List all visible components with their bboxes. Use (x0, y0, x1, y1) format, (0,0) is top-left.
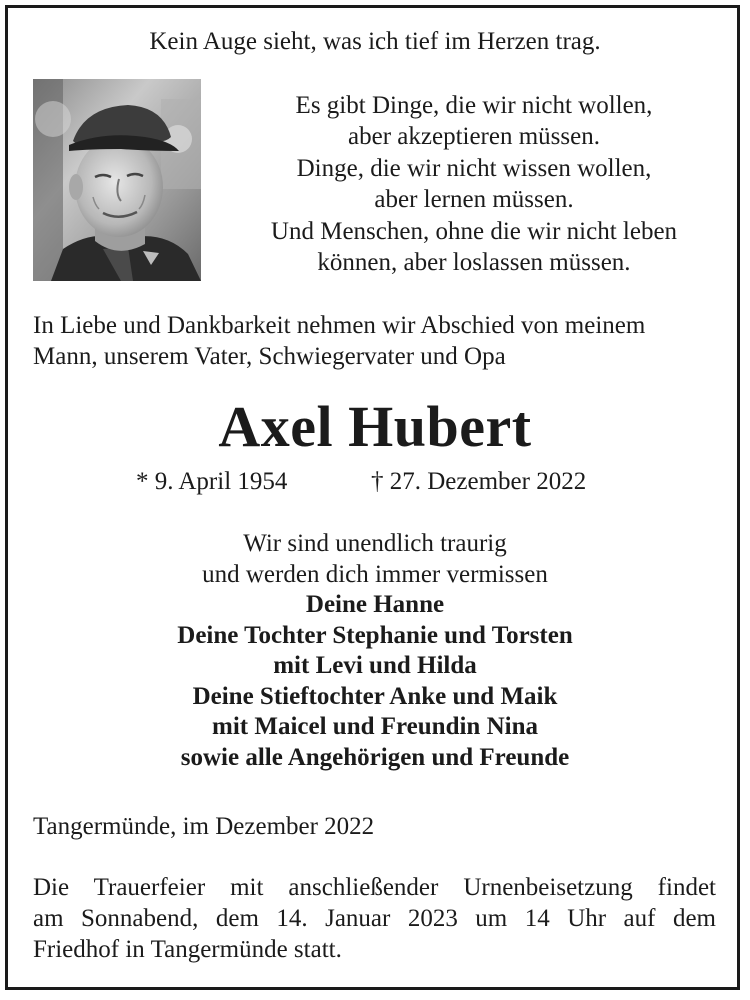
portrait-photo (33, 79, 201, 281)
birth-date: * 9. April 1954 (136, 468, 288, 495)
intro-line: Mann, unserem Vater, Schwiegervater und Opa (33, 343, 506, 370)
place-and-date: Tangermünde, im Dezember 2022 (33, 813, 375, 840)
poem-line: Dinge, die wir nicht wissen wollen, (296, 154, 652, 182)
motto: Kein Auge sieht, was ich tief im Herzen trag. (149, 28, 601, 55)
poem-line: Und Menschen, ohne die wir nicht leben (270, 217, 678, 245)
mourner: mit Levi und Hilda (273, 652, 477, 679)
poem-line: können, aber loslassen müssen. (317, 249, 631, 277)
farewell-intro (33, 310, 723, 372)
poem (210, 90, 738, 278)
funeral-notice (33, 872, 716, 965)
poem-line: aber lernen müssen. (374, 186, 574, 214)
poem-line: aber akzeptieren müssen. (348, 123, 600, 151)
notice-line: Friedhof in Tangermünde statt. (33, 936, 342, 963)
mourner: Deine Stieftochter Anke und Maik (192, 682, 558, 710)
mourning-line: und werden dich immer vermissen (202, 560, 548, 588)
notice-line: am Sonnabend, dem 14. Januar 2023 um 14 Uhr auf dem (33, 905, 716, 932)
notice-line: Die Trauerfeier mit anschließender Urnenbeisetzung findet (33, 874, 716, 901)
mourner: mit Maicel und Freundin Nina (212, 713, 538, 740)
intro-line: In Liebe und Dankbarkeit nehmen wir Abschied von meinem (33, 312, 646, 339)
poem-line: Es gibt Dinge, die wir nicht wollen, (295, 92, 653, 119)
mourner: Deine Tochter Stephanie und Torsten (177, 621, 573, 649)
mourner: Deine Hanne (305, 591, 445, 618)
death-date: † 27. Dezember 2022 (371, 468, 587, 495)
mourner: sowie alle Angehörigen und Freunde (180, 743, 570, 771)
mourning-line: Wir sind unendlich traurig (243, 530, 507, 557)
mourners-block (0, 529, 750, 773)
deceased-name: Axel Hubert (218, 394, 532, 459)
